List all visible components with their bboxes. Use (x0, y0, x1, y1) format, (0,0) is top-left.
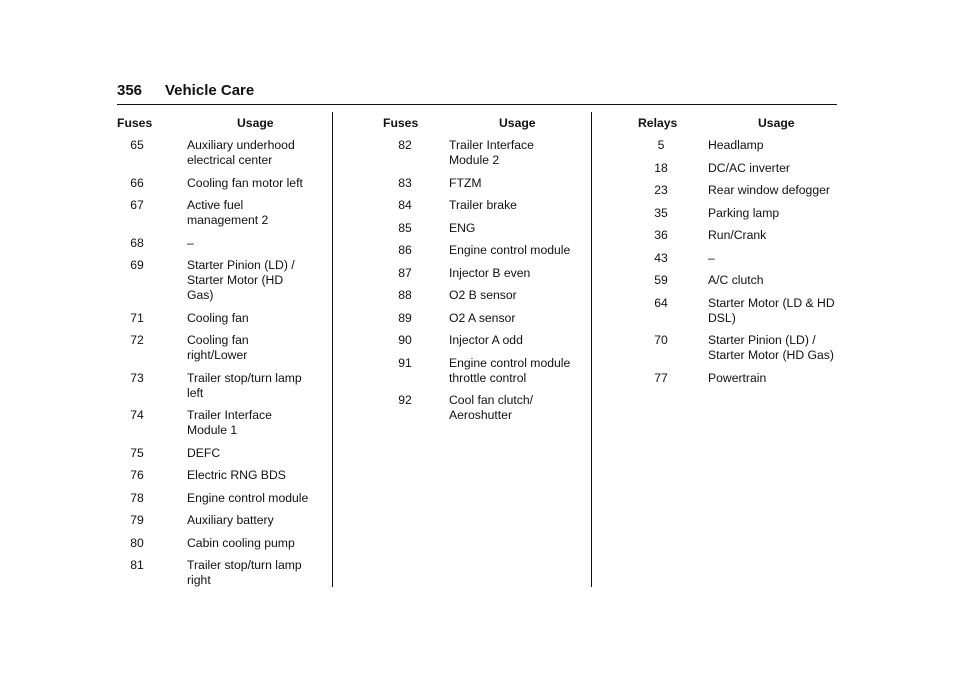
column-header-number: Fuses (383, 116, 419, 130)
fuse-number: 68 (130, 235, 144, 250)
page-number: 356 (117, 82, 143, 99)
fuse-number: 36 (654, 228, 668, 242)
column-header-usage: Usage (499, 116, 536, 130)
fuse-number: 81 (130, 558, 144, 572)
fuse-number: 84 (398, 198, 412, 212)
table-header (383, 116, 587, 138)
table-row (117, 311, 327, 326)
usage-text: FTZM (449, 175, 482, 190)
table-header (117, 116, 327, 138)
table-row (638, 161, 838, 176)
fuse-number: 90 (398, 333, 412, 347)
fuse-number: 64 (654, 295, 668, 310)
table-row (383, 138, 587, 168)
fuse-number: 75 (130, 445, 144, 460)
usage-text: DC/AC inverter (708, 160, 790, 175)
fuse-number: 35 (654, 205, 668, 220)
usage-text: Injector A odd (449, 333, 523, 347)
table-row (383, 288, 587, 303)
section-title: Vehicle Care (165, 82, 255, 99)
usage-text: Engine control module (449, 243, 571, 257)
column-divider (332, 112, 333, 587)
usage-text: Trailer stop/turn lamp left (187, 370, 302, 400)
usage-text: Parking lamp (708, 205, 780, 220)
table-row (638, 138, 838, 153)
fuse-number: 43 (654, 250, 668, 265)
table-row (117, 138, 327, 168)
usage-text: – (187, 235, 194, 250)
usage-text: Active fuel management 2 (187, 198, 269, 227)
fuse-number: 77 (654, 370, 668, 385)
relay-table (638, 116, 838, 393)
fuse-number: 76 (130, 468, 144, 482)
table-row (383, 356, 587, 386)
usage-text: Electric RNG BDS (187, 468, 286, 482)
usage-text: Trailer Interface Module 2 (449, 138, 534, 167)
table-row (117, 333, 327, 363)
fuse-number: 69 (130, 258, 144, 272)
fuse-table-1 (117, 116, 327, 596)
fuse-number: 66 (130, 175, 144, 190)
fuse-number: 83 (398, 175, 412, 190)
column-header-number: Relays (638, 116, 678, 130)
table-row (383, 243, 587, 258)
usage-text: Engine control module throttle control (449, 355, 571, 385)
usage-text: Cool fan clutch/ Aeroshutter (449, 393, 534, 422)
usage-text: Powertrain (708, 370, 767, 385)
table-row (383, 176, 587, 191)
usage-text: Cooling fan right/Lower (187, 333, 249, 362)
usage-text: Cabin cooling pump (187, 535, 295, 550)
table-row (117, 468, 327, 483)
table-row (638, 296, 838, 326)
table-row (117, 371, 327, 401)
table-row (638, 251, 838, 266)
fuse-number: 92 (398, 393, 412, 407)
table-row (383, 221, 587, 236)
fuse-number: 72 (130, 333, 144, 347)
table-row (117, 536, 327, 551)
fuse-number: 73 (130, 370, 144, 385)
table-row (117, 491, 327, 506)
column-divider (591, 112, 592, 587)
usage-text: Injector B even (449, 265, 531, 280)
table-row (638, 273, 838, 288)
usage-text: Cooling fan motor left (187, 175, 303, 190)
table-row (117, 236, 327, 251)
table-row (117, 558, 327, 588)
usage-text: Trailer stop/turn lamp right (187, 558, 302, 587)
usage-text: Starter Pinion (LD) / Starter Motor (HD Gas) (708, 333, 834, 362)
table-row (117, 446, 327, 461)
usage-text: Trailer brake (449, 198, 517, 212)
table-row (638, 228, 838, 243)
table-row (638, 183, 838, 198)
table-row (117, 258, 327, 303)
fuse-number: 86 (398, 243, 412, 257)
fuse-number: 78 (130, 490, 144, 505)
table-row (383, 333, 587, 348)
table-row (117, 198, 327, 228)
usage-text: Engine control module (187, 490, 309, 505)
page-header (117, 82, 837, 105)
fuse-number: 65 (130, 138, 144, 152)
table-row (117, 176, 327, 191)
fuse-number: 85 (398, 220, 412, 235)
table-header (638, 116, 838, 138)
column-header-usage: Usage (237, 116, 274, 130)
table-row (638, 206, 838, 221)
fuse-number: 5 (657, 138, 665, 152)
fuse-number: 88 (398, 288, 412, 302)
usage-text: Run/Crank (708, 228, 767, 242)
table-row (383, 311, 587, 326)
fuse-number: 79 (130, 513, 144, 527)
table-row (383, 198, 587, 213)
usage-text: A/C clutch (708, 273, 764, 287)
fuse-number: 23 (654, 183, 668, 197)
table-row (383, 266, 587, 281)
table-row (383, 393, 587, 423)
usage-text: O2 A sensor (449, 310, 516, 325)
fuse-number: 80 (130, 535, 144, 550)
table-row (117, 513, 327, 528)
column-header-usage: Usage (758, 116, 795, 130)
fuse-number: 59 (654, 273, 668, 287)
table-row (117, 408, 327, 438)
fuse-number: 87 (398, 265, 412, 280)
table-row (638, 333, 838, 363)
usage-text: ENG (449, 220, 476, 235)
fuse-number: 82 (398, 138, 412, 152)
fuse-number: 89 (398, 310, 412, 325)
fuse-number: 67 (130, 198, 144, 212)
usage-text: Trailer Interface Module 1 (187, 408, 272, 437)
usage-text: Starter Pinion (LD) / Starter Motor (HD Gas) (187, 258, 295, 302)
table-row (638, 371, 838, 386)
usage-text: Starter Motor (LD & HD DSL) (708, 295, 835, 325)
usage-text: Rear window defogger (708, 183, 830, 197)
usage-text: Auxiliary battery (187, 513, 274, 527)
usage-text: O2 B sensor (449, 288, 517, 302)
usage-text: DEFC (187, 445, 221, 460)
fuse-number: 18 (654, 160, 668, 175)
usage-text: Auxiliary underhood electrical center (187, 138, 295, 167)
fuse-number: 70 (654, 333, 668, 347)
fuse-number: 71 (130, 310, 144, 325)
fuse-number: 74 (130, 408, 144, 422)
fuse-number: 91 (398, 355, 412, 370)
fuse-table-2 (383, 116, 587, 431)
usage-text: – (708, 250, 715, 265)
column-header-number: Fuses (117, 116, 153, 130)
usage-text: Cooling fan (187, 310, 249, 325)
usage-text: Headlamp (708, 138, 764, 152)
